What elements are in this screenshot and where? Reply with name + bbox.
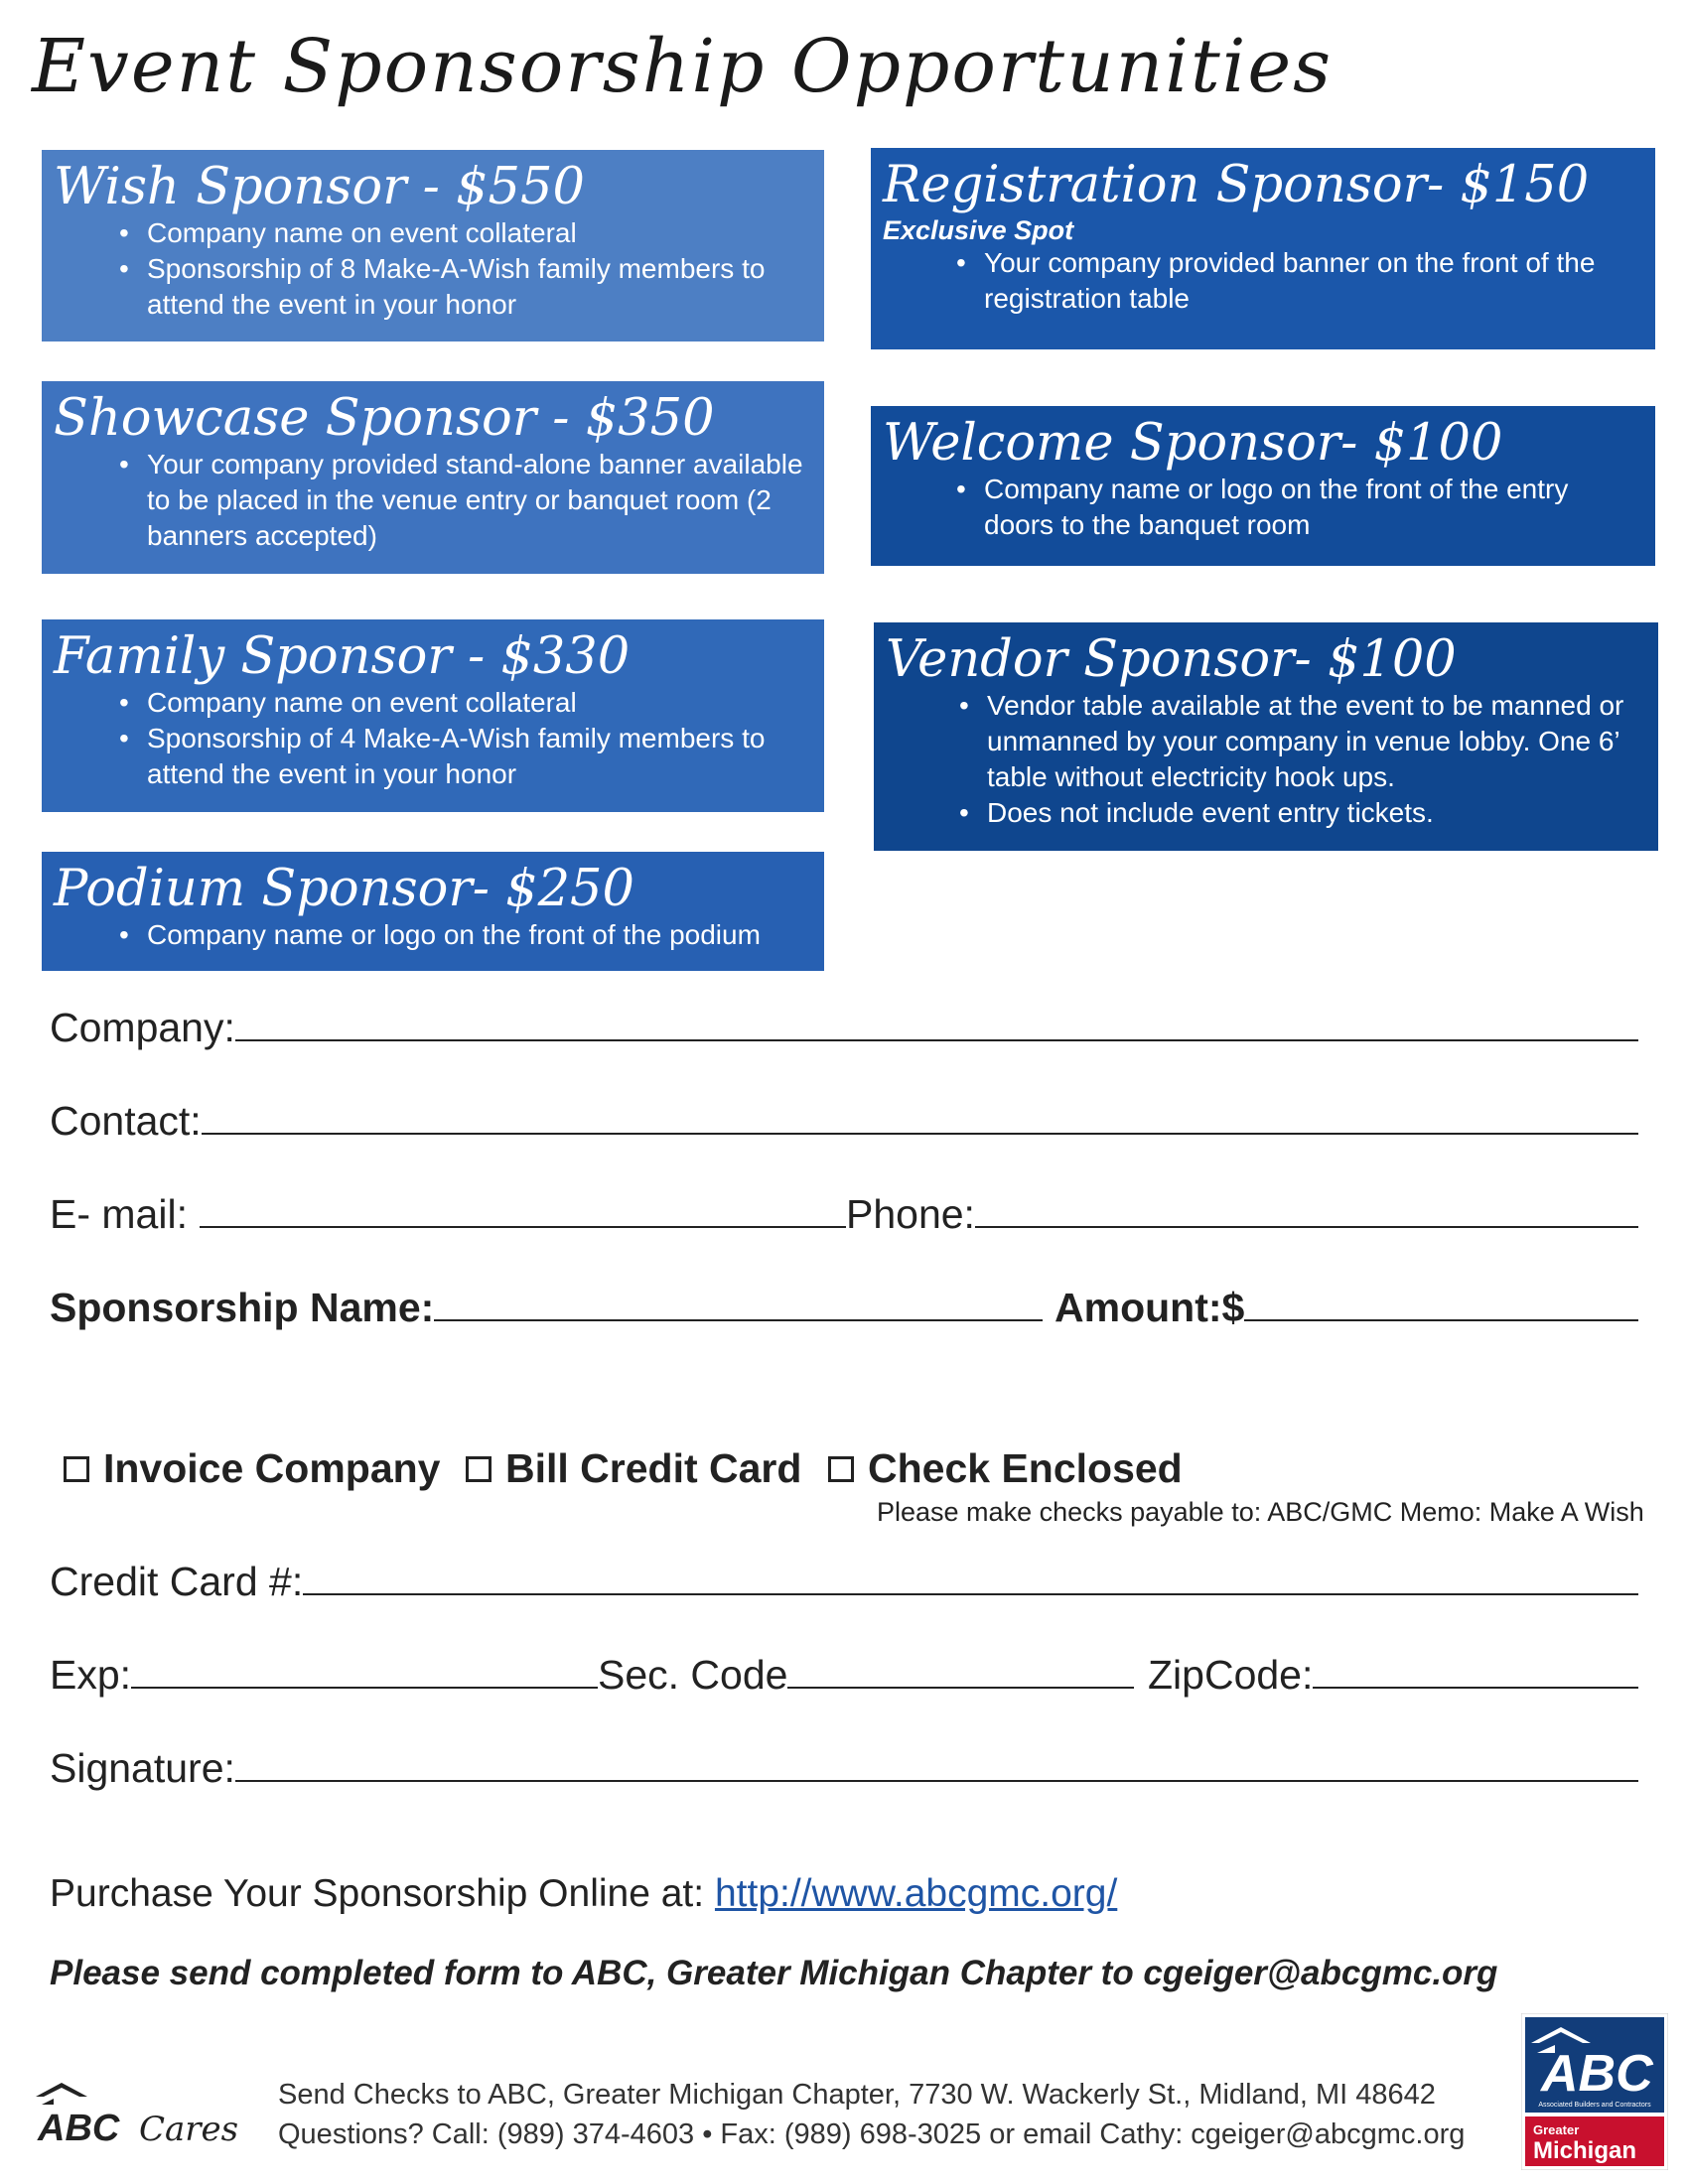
sponsorship-name-label: Sponsorship Name: <box>50 1285 435 1330</box>
bullet-item: • Sponsorship of 8 Make-A-Wish family members to attend the event in your honor <box>147 251 810 323</box>
bullet-item: • Company name or logo on the front of the entry doors to the banquet room <box>984 472 1641 543</box>
registration-sponsor-bullets <box>883 245 1641 317</box>
website-link[interactable]: http://www.abcgmc.org/ <box>714 1872 1118 1915</box>
signature-field[interactable] <box>50 1745 1638 1792</box>
sec-code-label: Sec. Code <box>598 1652 788 1698</box>
contact-label: Contact: <box>50 1098 202 1144</box>
bill-credit-card-checkbox[interactable] <box>466 1456 492 1482</box>
registration-sponsor-box <box>871 148 1655 349</box>
contact-input-line[interactable] <box>202 1133 1638 1135</box>
footer-contact <box>278 2075 1465 2154</box>
footer-phone: Questions? Call: (989) 374-4603 • Fax: (989) 698-3025 or email Cathy: cgeiger@abcgmc.org <box>278 2118 1466 2150</box>
abc-logo-michigan: Michigan <box>1533 2137 1637 2164</box>
bullet-item: • Company name on event collateral <box>147 685 810 721</box>
phone-field[interactable] <box>846 1191 1638 1238</box>
amount-field[interactable] <box>1055 1285 1638 1331</box>
exp-input-line[interactable] <box>131 1687 598 1689</box>
company-input-line[interactable] <box>235 1039 1638 1041</box>
family-sponsor-heading: Family Sponsor - $330 <box>54 627 631 686</box>
bullet-item: • Company name on event collateral <box>147 215 810 251</box>
bill-credit-card-label: Bill Credit Card <box>505 1445 802 1491</box>
abc-cares-logo-cares: Cares <box>139 2110 239 2149</box>
check-payable-note: Please make checks payable to: ABC/GMC Memo: Make A Wish <box>877 1497 1644 1527</box>
bullet-item: • Company name or logo on the front of the podium <box>147 917 810 953</box>
company-label: Company: <box>50 1005 235 1050</box>
email-input-line[interactable] <box>200 1226 846 1228</box>
vendor-sponsor-box <box>874 622 1658 851</box>
online-purchase-text: Purchase Your Sponsorship Online at: <box>50 1872 705 1915</box>
bullet-item: • Sponsorship of 4 Make-A-Wish family members to attend the event in your honor <box>147 721 810 792</box>
sponsorship-name-field[interactable] <box>50 1285 1043 1331</box>
family-sponsor-bullets <box>54 685 810 792</box>
company-field[interactable] <box>50 1005 1638 1051</box>
abc-greater-michigan-logo <box>1521 2013 1668 2170</box>
registration-sponsor-heading: Registration Sponsor- $150 <box>883 156 1590 214</box>
email-field[interactable] <box>50 1191 846 1238</box>
email-label: E- mail: <box>50 1191 188 1237</box>
page-title: Event Sponsorship Opportunities <box>32 24 1334 109</box>
podium-sponsor-bullets <box>54 917 810 953</box>
invoice-company-label: Invoice Company <box>103 1445 441 1491</box>
wish-sponsor-heading: Wish Sponsor - $550 <box>54 158 585 216</box>
exp-label: Exp: <box>50 1652 132 1698</box>
credit-card-input-line[interactable] <box>303 1593 1638 1595</box>
zip-code-label: ZipCode: <box>1148 1652 1314 1698</box>
wish-sponsor-box <box>42 150 824 341</box>
credit-card-label: Credit Card #: <box>50 1559 304 1604</box>
invoice-company-checkbox[interactable] <box>64 1456 89 1482</box>
phone-input-line[interactable] <box>975 1226 1638 1228</box>
bullet-item: • Vendor table available at the event to be manned or unmanned by your company in venue lobby. One 6’ table without electricity hook ups. <box>987 688 1644 795</box>
abc-logo-greater: Greater <box>1533 2122 1580 2137</box>
podium-sponsor-box <box>42 852 824 971</box>
family-sponsor-box <box>42 619 824 812</box>
registration-sponsor-subheading: Exclusive Spot <box>883 215 1074 245</box>
showcase-sponsor-heading: Showcase Sponsor - $350 <box>54 389 715 448</box>
vendor-sponsor-heading: Vendor Sponsor- $100 <box>886 630 1457 689</box>
credit-card-field[interactable] <box>50 1559 1638 1605</box>
check-enclosed-checkbox[interactable] <box>828 1456 854 1482</box>
abc-logo-text: ABC <box>1541 2045 1653 2103</box>
signature-label: Signature: <box>50 1745 235 1791</box>
amount-input-line[interactable] <box>1244 1319 1638 1321</box>
welcome-sponsor-bullets <box>883 472 1641 543</box>
contact-field[interactable] <box>50 1098 1638 1145</box>
bullet-item: • Does not include event entry tickets. <box>987 795 1644 831</box>
footer-address: Send Checks to ABC, Greater Michigan Chapter, 7730 W. Wackerly St., Midland, MI 48642 <box>278 2079 1436 2111</box>
abc-cares-logo <box>32 2075 255 2154</box>
sec-code-field[interactable] <box>598 1652 1134 1699</box>
bullet-item: • Your company provided stand-alone banner available to be placed in the venue entry or banquet room (2 banners accepted) <box>147 447 810 554</box>
zip-code-input-line[interactable] <box>1313 1687 1638 1689</box>
wish-sponsor-bullets <box>54 215 810 323</box>
sec-code-input-line[interactable] <box>787 1687 1134 1689</box>
welcome-sponsor-heading: Welcome Sponsor- $100 <box>883 414 1503 473</box>
bullet-item: • Your company provided banner on the front of the registration table <box>984 245 1641 317</box>
amount-label: Amount:$ <box>1055 1285 1245 1330</box>
online-purchase <box>50 1872 1117 1916</box>
bill-credit-card-option[interactable] <box>466 1445 801 1492</box>
send-instructions: Please send completed form to ABC, Greater Michigan Chapter to cgeiger@abcgmc.org <box>50 1954 1498 1992</box>
invoice-company-option[interactable] <box>64 1445 440 1492</box>
abc-logo-tagline: Associated Builders and Contractors <box>1538 2102 1651 2109</box>
sponsorship-name-input-line[interactable] <box>434 1319 1043 1321</box>
vendor-sponsor-bullets <box>886 688 1644 831</box>
showcase-sponsor-box <box>42 381 824 574</box>
showcase-sponsor-bullets <box>54 447 810 554</box>
podium-sponsor-heading: Podium Sponsor- $250 <box>54 860 634 918</box>
zip-code-field[interactable] <box>1148 1652 1638 1699</box>
check-enclosed-label: Check Enclosed <box>868 1445 1183 1491</box>
signature-input-line[interactable] <box>235 1780 1638 1782</box>
abc-cares-logo-abc: ABC <box>38 2108 120 2149</box>
check-enclosed-option[interactable] <box>828 1445 1183 1492</box>
exp-field[interactable] <box>50 1652 598 1699</box>
phone-label: Phone: <box>846 1191 975 1237</box>
welcome-sponsor-box <box>871 406 1655 566</box>
